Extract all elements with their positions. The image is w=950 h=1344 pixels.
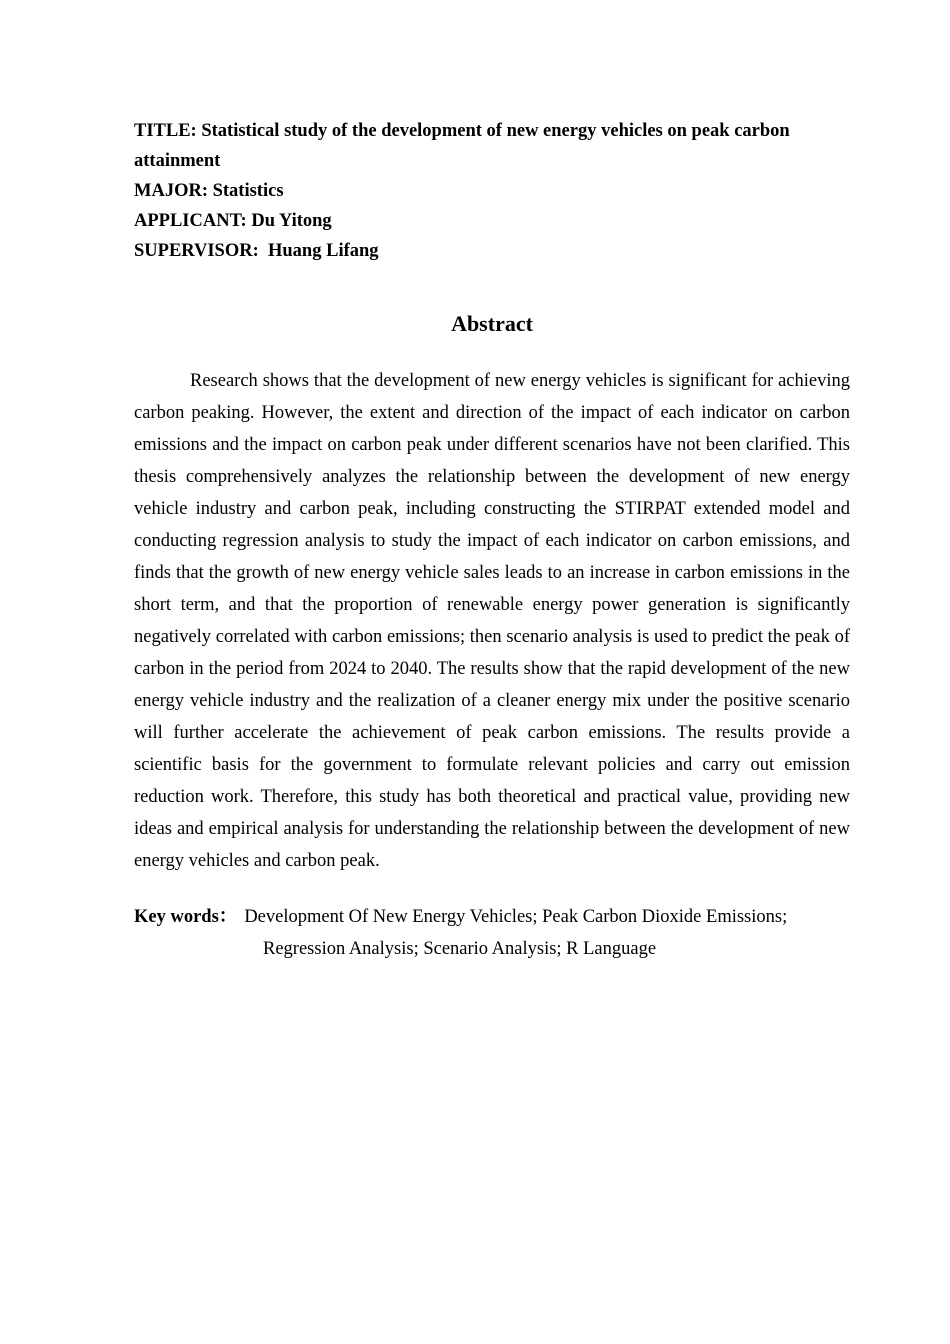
keywords-block [134, 901, 850, 965]
keywords-value: Development Of New Energy Vehicles; Peak Carbon Dioxide Emissions; Regression Analysis; Scenario Analysis; R Language [244, 907, 788, 959]
major-line: MAJOR: Statistics [134, 181, 284, 201]
abstract-body-text: Research shows that the development of new energy vehicles is significant for achieving carbon peaking. However, the extent and direction of the impact of each indicator on carbon emissions and the impact on carbon peak under different scenarios have not been clarified. This thesis comprehensively analyzes the relationship between the development of new energy vehicle industry and carbon peak, including constructing the STIRPAT extended model and conducting regression analysis to study the impact of each indicator on carbon emissions, and finds that the growth of new energy vehicle sales leads to an increase in carbon emissions in the short term, and that the proportion of renewable energy power generation is significantly negatively correlated with carbon emissions; then scenario analysis is used to predict the peak of carbon in the period from 2024 to 2040. The results show that the rapid development of the new energy vehicle industry and the realization of a cleaner energy mix under the positive scenario will further accelerate the achievement of peak carbon emissions. The results provide a scientific basis for the government to formulate relevant policies and carry out emission reduction work. Therefore, this study has both theoretical and practical value, providing new ideas and empirical analysis for understanding the relationship between the development of new energy vehicles and carbon peak. [134, 371, 850, 871]
keywords-colon: ： [218, 907, 238, 927]
page-content [134, 116, 850, 965]
abstract-heading: Abstract [451, 311, 533, 336]
thesis-title: TITLE: Statistical study of the development of new energy vehicles on peak carbon attainment [134, 121, 790, 171]
supervisor-line: SUPERVISOR: Huang Lifang [134, 241, 379, 261]
applicant-line: APPLICANT: Du Yitong [134, 211, 332, 231]
keywords-label: Key words [134, 907, 219, 927]
frontmatter-block [134, 116, 850, 266]
